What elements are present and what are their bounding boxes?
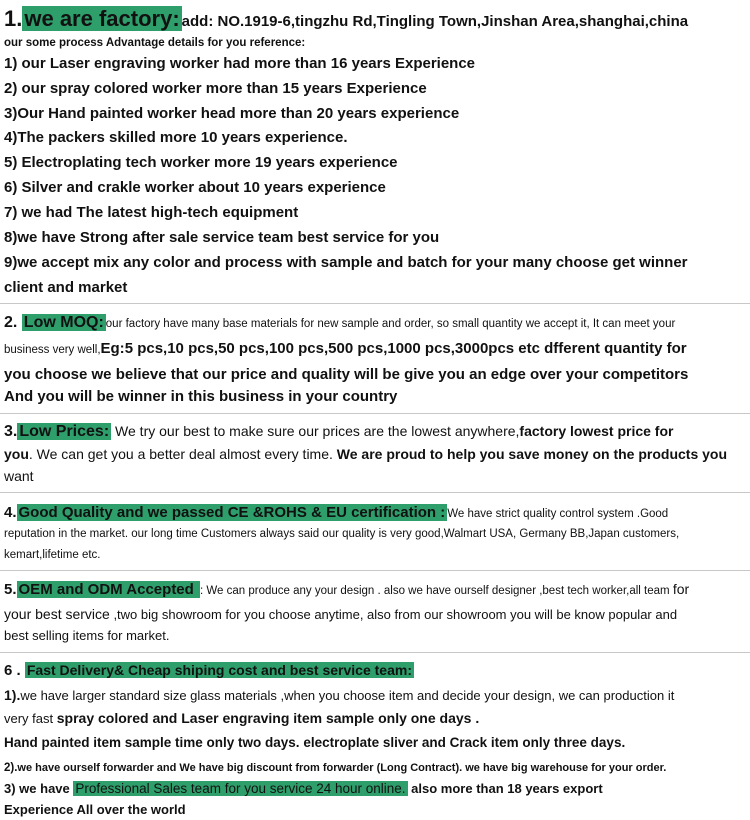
section-number: 2. — [4, 314, 18, 331]
prices-text: . We can get you a better deal almost every time. — [28, 446, 337, 462]
delivery-bold: 2). — [4, 762, 18, 774]
moq-line: And you will be winner in this business in your country — [4, 388, 398, 405]
prices-line: want — [4, 468, 34, 484]
oem-heading — [4, 581, 689, 599]
moq-eg: Eg: — [100, 340, 125, 357]
delivery-bold: also more than 18 years export — [407, 781, 603, 796]
moq-heading — [4, 314, 675, 332]
process-item: 7) we had The latest high-tech equipment — [4, 204, 299, 221]
process-intro: our some process Advantage details for you reference: — [4, 37, 306, 49]
section-number: 3. — [4, 423, 18, 440]
prices-title: Low Prices: — [19, 423, 110, 440]
prices-line — [4, 446, 727, 464]
divider — [0, 303, 750, 304]
prices-bold: We are proud to help you save money on the products you — [336, 446, 728, 462]
moq-text: our factory have many base materials for new sample and order, so small quantity we accept it, It can meet your — [105, 318, 676, 330]
moq-quantities: 5 pcs,10 pcs,50 pcs,100 pcs,500 pcs,1000 pcs,3000pcs etc dfferent quantity for — [124, 340, 687, 357]
prices-bold: factory lowest price for — [519, 423, 674, 439]
process-item: 9)we accept mix any color and process with sample and batch for your many choose get winner — [4, 254, 688, 271]
oem-text: ,two big showroom for you choose anytime, also from our showroom you will be know popular and — [109, 607, 678, 622]
delivery-bold: 3) we have — [4, 781, 74, 796]
oem-text: : We can produce any your design . also we have ourself designer ,best tech worker,all team — [199, 585, 673, 597]
delivery-bold: spray colored and Laser engraving item sample only one days . — [56, 710, 480, 726]
divider — [0, 413, 750, 414]
quality-line: reputation in the market. our long time Customers always said our quality is very good,Walmart USA, Germany BB,Japan customers, — [4, 528, 680, 540]
oem-text: for — [672, 581, 690, 597]
process-item: 4)The packers skilled more 10 years experience. — [4, 129, 348, 146]
oem-line — [4, 606, 677, 624]
moq-line: you choose we believe that our price and quality will be give you an edge over your competitors — [4, 366, 689, 383]
oem-text: your best service — [4, 606, 110, 622]
process-item: 3)Our Hand painted worker head more than 20 years experience — [4, 105, 460, 122]
quality-title: Good Quality and we passed CE &ROHS & EU certification : — [18, 504, 446, 521]
quality-line: kemart,lifetime etc. — [4, 549, 101, 561]
delivery-text: very fast — [4, 711, 57, 726]
factory-address: add: NO.1919-6,tingzhu Rd,Tingling Town,Jinshan Area,shanghai,china — [181, 13, 689, 30]
section-number: 6 . — [4, 662, 25, 679]
delivery-title: Fast Delivery& Cheap shiping cost and best service team: — [26, 662, 412, 678]
delivery-line — [4, 710, 479, 728]
prices-heading — [4, 423, 673, 441]
delivery-line — [4, 780, 603, 798]
divider — [0, 492, 750, 493]
process-item: client and market — [4, 279, 128, 296]
sales-team-highlight: Professional Sales team for you service 24 hour online. — [75, 781, 406, 796]
delivery-line: Hand painted item sample time only two days. electroplate sliver and Crack item only three days. — [4, 735, 626, 750]
delivery-text: we have larger standard size glass materials ,when you choose item and decide your design, we can production it — [20, 688, 675, 703]
prices-text: We try our best to make sure our prices are the lowest anywhere, — [111, 423, 520, 439]
delivery-bold: we have ourself forwarder and We have big discount from forwarder (Long Contract). we have big warehouse for your order. — [17, 762, 667, 774]
prices-bold: you — [4, 446, 29, 462]
divider — [0, 570, 750, 571]
process-item: 5) Electroplating tech worker more 19 years experience — [4, 154, 398, 171]
moq-title: Low MOQ: — [23, 314, 104, 331]
delivery-bold: 1). — [4, 687, 21, 703]
quality-heading — [4, 504, 668, 522]
delivery-heading — [4, 662, 414, 680]
delivery-line — [4, 687, 674, 705]
section-number: 5. — [4, 581, 17, 598]
factory-title: we are factory: — [24, 6, 180, 31]
delivery-line: Experience All over the world — [4, 802, 186, 817]
oem-line: best selling items for market. — [4, 628, 170, 643]
process-item: 1) our Laser engraving worker had more than 16 years Experience — [4, 55, 476, 72]
process-item: 6) Silver and crakle worker about 10 years experience — [4, 179, 386, 196]
section-number: 1. — [4, 6, 23, 31]
process-item: 2) our spray colored worker more than 15 years Experience — [4, 80, 427, 97]
process-item: 8)we have Strong after sale service team best service for you — [4, 229, 440, 246]
moq-text: business very well, — [4, 344, 101, 356]
quality-text: We have strict quality control system .Good — [447, 508, 669, 520]
divider — [0, 652, 750, 653]
section-number: 4. — [4, 504, 17, 521]
factory-heading — [4, 6, 688, 32]
delivery-line — [4, 758, 666, 776]
oem-title: OEM and ODM Accepted — [18, 581, 198, 598]
moq-line — [4, 340, 687, 358]
